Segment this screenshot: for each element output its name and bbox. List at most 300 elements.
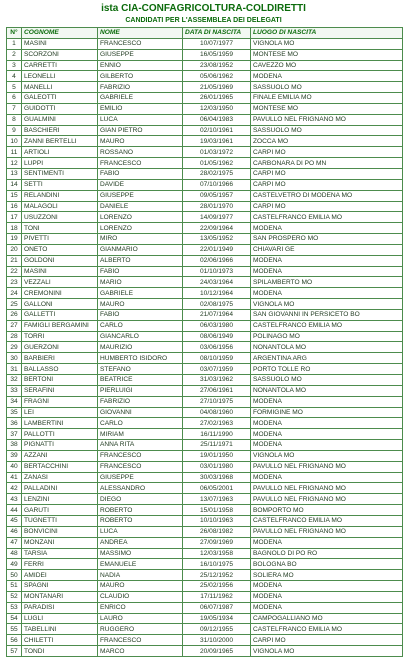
surname-cell: BARBIERI — [22, 353, 98, 364]
table-row — [7, 505, 403, 516]
table-row — [7, 602, 403, 613]
first-name-cell: LUCA — [98, 114, 183, 125]
candidates-table — [6, 27, 403, 657]
row-number: 41 — [7, 472, 22, 483]
first-name-cell: ALESSANDRO — [98, 483, 183, 494]
row-number: 12 — [7, 158, 22, 169]
birth-date-cell: 03/07/1959 — [183, 364, 251, 375]
birth-date-cell: 21/07/1964 — [183, 309, 251, 320]
table-row — [7, 168, 403, 179]
birth-date-cell: 08/06/1949 — [183, 331, 251, 342]
table-row — [7, 309, 403, 320]
birth-date-cell: 17/11/1962 — [183, 591, 251, 602]
first-name-cell: FRANCESCO — [98, 158, 183, 169]
surname-cell: BASCHIERI — [22, 125, 98, 136]
row-number: 5 — [7, 82, 22, 93]
birth-place-cell: CAMPOGALLIANO MO — [251, 613, 403, 624]
row-number: 38 — [7, 440, 22, 451]
surname-cell: CREMONINI — [22, 288, 98, 299]
birth-date-cell: 31/03/1962 — [183, 375, 251, 386]
surname-cell: GUALMINI — [22, 114, 98, 125]
table-body — [7, 38, 403, 656]
table-row — [7, 646, 403, 657]
table-row — [7, 223, 403, 234]
first-name-cell: RUGGERO — [98, 624, 183, 635]
table-row — [7, 93, 403, 104]
row-number: 4 — [7, 71, 22, 82]
row-number: 29 — [7, 342, 22, 353]
first-name-cell: ALBERTO — [98, 255, 183, 266]
first-name-cell: GABRIELE — [98, 93, 183, 104]
first-name-cell: CARLO — [98, 418, 183, 429]
table-row — [7, 570, 403, 581]
birth-place-cell: PAVULLO NEL FRIGNANO MO — [251, 526, 403, 537]
surname-cell: SETTI — [22, 179, 98, 190]
surname-cell: TORRI — [22, 331, 98, 342]
first-name-cell: FABIO — [98, 266, 183, 277]
table-row — [7, 581, 403, 592]
birth-date-cell: 13/07/1963 — [183, 494, 251, 505]
birth-place-cell: MODENA — [251, 396, 403, 407]
first-name-cell: FRANCESCO — [98, 461, 183, 472]
table-row — [7, 277, 403, 288]
surname-cell: BONVICINI — [22, 526, 98, 537]
birth-place-cell: VIGNOLA MO — [251, 299, 403, 310]
column-header-name: NOME — [98, 28, 183, 39]
birth-date-cell: 27/06/1961 — [183, 385, 251, 396]
first-name-cell: GIUSEPPE — [98, 49, 183, 60]
first-name-cell: FABRIZIO — [98, 396, 183, 407]
birth-date-cell: 02/08/1975 — [183, 299, 251, 310]
birth-place-cell: FINALE EMILIA MO — [251, 93, 403, 104]
table-row — [7, 635, 403, 646]
table-row — [7, 114, 403, 125]
first-name-cell: ROBERTO — [98, 515, 183, 526]
row-number: 56 — [7, 635, 22, 646]
table-row — [7, 49, 403, 60]
table-row — [7, 201, 403, 212]
row-number: 24 — [7, 288, 22, 299]
column-header-number: N° — [7, 28, 22, 39]
first-name-cell: GILBERTO — [98, 71, 183, 82]
birth-place-cell: CASTELVETRO DI MODENA MO — [251, 190, 403, 201]
surname-cell: MASINI — [22, 266, 98, 277]
table-row — [7, 158, 403, 169]
surname-cell: ONETO — [22, 244, 98, 255]
birth-date-cell: 10/10/1963 — [183, 515, 251, 526]
row-number: 37 — [7, 429, 22, 440]
surname-cell: AMIDEI — [22, 570, 98, 581]
row-number: 33 — [7, 385, 22, 396]
row-number: 19 — [7, 234, 22, 245]
row-number: 15 — [7, 190, 22, 201]
surname-cell: USUZZONI — [22, 212, 98, 223]
row-number: 39 — [7, 450, 22, 461]
birth-place-cell: CARPI MO — [251, 635, 403, 646]
first-name-cell: ENRICO — [98, 602, 183, 613]
table-row — [7, 103, 403, 114]
birth-place-cell: BAGNOLO DI PO RO — [251, 548, 403, 559]
table-row — [7, 440, 403, 451]
surname-cell: TONDI — [22, 646, 98, 657]
table-row — [7, 494, 403, 505]
first-name-cell: FABIO — [98, 309, 183, 320]
surname-cell: PALLOTTI — [22, 429, 98, 440]
birth-place-cell: CASTELFRANCO EMILIA MO — [251, 515, 403, 526]
row-number: 49 — [7, 559, 22, 570]
surname-cell: TABELLINI — [22, 624, 98, 635]
first-name-cell: DIEGO — [98, 494, 183, 505]
birth-place-cell: MODENA — [251, 591, 403, 602]
surname-cell: PIVETTI — [22, 234, 98, 245]
first-name-cell: MAURIZIO — [98, 342, 183, 353]
birth-place-cell: CASTELFRANCO EMILIA MO — [251, 212, 403, 223]
table-row — [7, 364, 403, 375]
first-name-cell: HUMBERTO ISIDORO — [98, 353, 183, 364]
birth-date-cell: 31/10/2000 — [183, 635, 251, 646]
birth-date-cell: 01/05/1962 — [183, 158, 251, 169]
table-row — [7, 450, 403, 461]
birth-date-cell: 01/03/1972 — [183, 147, 251, 158]
first-name-cell: ANNA RITA — [98, 440, 183, 451]
birth-date-cell: 21/05/1969 — [183, 82, 251, 93]
surname-cell: TUGNETTI — [22, 515, 98, 526]
table-row — [7, 212, 403, 223]
row-number: 13 — [7, 168, 22, 179]
first-name-cell: MARIO — [98, 277, 183, 288]
table-row — [7, 320, 403, 331]
first-name-cell: LORENZO — [98, 212, 183, 223]
birth-date-cell: 24/03/1964 — [183, 277, 251, 288]
birth-date-cell: 27/02/1963 — [183, 418, 251, 429]
row-number: 44 — [7, 505, 22, 516]
first-name-cell: FRANCESCO — [98, 635, 183, 646]
surname-cell: MANELLI — [22, 82, 98, 93]
table-row — [7, 526, 403, 537]
birth-place-cell: SAN GIOVANNI IN PERSICETO BO — [251, 309, 403, 320]
birth-date-cell: 05/06/1962 — [183, 71, 251, 82]
table-row — [7, 396, 403, 407]
birth-place-cell: SOLIERA MO — [251, 570, 403, 581]
first-name-cell: BEATRICE — [98, 375, 183, 386]
row-number: 34 — [7, 396, 22, 407]
surname-cell: AZZANI — [22, 450, 98, 461]
first-name-cell: GIUSEPPE — [98, 472, 183, 483]
table-row — [7, 71, 403, 82]
first-name-cell: STEFANO — [98, 364, 183, 375]
surname-cell: MASINI — [22, 38, 98, 49]
first-name-cell: MAURO — [98, 581, 183, 592]
column-header-birth-date: DATA DI NASCITA — [183, 28, 251, 39]
row-number: 18 — [7, 223, 22, 234]
birth-place-cell: MODENA — [251, 255, 403, 266]
first-name-cell: FABRIZIO — [98, 82, 183, 93]
table-row — [7, 375, 403, 386]
birth-place-cell: CAVEZZO MO — [251, 60, 403, 71]
birth-date-cell: 15/01/1958 — [183, 505, 251, 516]
birth-place-cell: CARBONARA DI PO MN — [251, 158, 403, 169]
birth-place-cell: FORMIGINE MO — [251, 407, 403, 418]
table-row — [7, 38, 403, 49]
surname-cell: ZANASI — [22, 472, 98, 483]
birth-date-cell: 07/10/1966 — [183, 179, 251, 190]
birth-date-cell: 16/11/1990 — [183, 429, 251, 440]
row-number: 32 — [7, 375, 22, 386]
first-name-cell: GABRIELE — [98, 288, 183, 299]
table-row — [7, 407, 403, 418]
row-number: 1 — [7, 38, 22, 49]
row-number: 50 — [7, 570, 22, 581]
surname-cell: FAMIGLI BERGAMINI — [22, 320, 98, 331]
row-number: 25 — [7, 299, 22, 310]
row-number: 28 — [7, 331, 22, 342]
birth-place-cell: MODENA — [251, 602, 403, 613]
birth-date-cell: 25/12/1952 — [183, 570, 251, 581]
first-name-cell: LORENZO — [98, 223, 183, 234]
first-name-cell: MIRO — [98, 234, 183, 245]
birth-date-cell: 30/03/1968 — [183, 472, 251, 483]
birth-place-cell: MODENA — [251, 266, 403, 277]
table-row — [7, 461, 403, 472]
row-number: 43 — [7, 494, 22, 505]
surname-cell: FRAGNI — [22, 396, 98, 407]
surname-cell: SCORZONI — [22, 49, 98, 60]
table-row — [7, 299, 403, 310]
row-number: 3 — [7, 60, 22, 71]
surname-cell: GUIDOTTI — [22, 103, 98, 114]
row-number: 52 — [7, 591, 22, 602]
row-number: 6 — [7, 93, 22, 104]
table-row — [7, 266, 403, 277]
birth-place-cell: CARPI MO — [251, 168, 403, 179]
surname-cell: CHILETTI — [22, 635, 98, 646]
birth-place-cell: CASTELFRANCO EMILIA MO — [251, 624, 403, 635]
surname-cell: BERTONI — [22, 375, 98, 386]
row-number: 40 — [7, 461, 22, 472]
birth-date-cell: 20/09/1965 — [183, 646, 251, 657]
birth-date-cell: 26/08/1982 — [183, 526, 251, 537]
birth-date-cell: 03/01/1980 — [183, 461, 251, 472]
surname-cell: ARTIOLI — [22, 147, 98, 158]
birth-place-cell: PORTO TOLLE RO — [251, 364, 403, 375]
row-number: 21 — [7, 255, 22, 266]
surname-cell: CARRETTI — [22, 60, 98, 71]
column-header-birth-place: LUOGO DI NASCITA — [251, 28, 403, 39]
surname-cell: BALLASSO — [22, 364, 98, 375]
surname-cell: TARSIA — [22, 548, 98, 559]
surname-cell: MONTANARI — [22, 591, 98, 602]
row-number: 35 — [7, 407, 22, 418]
first-name-cell: GIANCARLO — [98, 331, 183, 342]
birth-place-cell: SASSUOLO MO — [251, 375, 403, 386]
birth-date-cell: 04/08/1960 — [183, 407, 251, 418]
table-row — [7, 483, 403, 494]
first-name-cell: PIERLUIGI — [98, 385, 183, 396]
first-name-cell: EMANUELE — [98, 559, 183, 570]
row-number: 9 — [7, 125, 22, 136]
surname-cell: RELANDINI — [22, 190, 98, 201]
row-number: 53 — [7, 602, 22, 613]
birth-place-cell: MODENA — [251, 223, 403, 234]
birth-place-cell: MONTESE MO — [251, 49, 403, 60]
birth-place-cell: MODENA — [251, 472, 403, 483]
surname-cell: GALEOTTI — [22, 93, 98, 104]
first-name-cell: GIANMARIO — [98, 244, 183, 255]
surname-cell: PALLADINI — [22, 483, 98, 494]
birth-date-cell: 22/01/1949 — [183, 244, 251, 255]
row-number: 2 — [7, 49, 22, 60]
surname-cell: GOLDONI — [22, 255, 98, 266]
first-name-cell: DANIELE — [98, 201, 183, 212]
row-number: 54 — [7, 613, 22, 624]
birth-place-cell: CASTELFRANCO EMILIA MO — [251, 320, 403, 331]
birth-place-cell: PAVULLO NEL FRIGNANO MO — [251, 494, 403, 505]
birth-date-cell: 02/10/1961 — [183, 125, 251, 136]
row-number: 17 — [7, 212, 22, 223]
birth-date-cell: 13/05/1952 — [183, 234, 251, 245]
table-row — [7, 60, 403, 71]
birth-date-cell: 01/10/1973 — [183, 266, 251, 277]
row-number: 51 — [7, 581, 22, 592]
table-row — [7, 429, 403, 440]
birth-date-cell: 06/04/1983 — [183, 114, 251, 125]
row-number: 55 — [7, 624, 22, 635]
birth-date-cell: 28/02/1975 — [183, 168, 251, 179]
birth-place-cell: ZOCCA MO — [251, 136, 403, 147]
table-row — [7, 136, 403, 147]
table-row — [7, 342, 403, 353]
birth-date-cell: 08/10/1959 — [183, 353, 251, 364]
birth-date-cell: 16/10/1975 — [183, 559, 251, 570]
table-header-row — [7, 28, 403, 39]
table-row — [7, 288, 403, 299]
birth-place-cell: VIGNOLA MO — [251, 38, 403, 49]
surname-cell: ZANNI BERTELLI — [22, 136, 98, 147]
birth-place-cell: SAN PROSPERO MO — [251, 234, 403, 245]
surname-cell: TONI — [22, 223, 98, 234]
birth-place-cell: VIGNOLA MO — [251, 450, 403, 461]
row-number: 16 — [7, 201, 22, 212]
birth-date-cell: 06/03/1980 — [183, 320, 251, 331]
birth-place-cell: MODENA — [251, 440, 403, 451]
birth-date-cell: 06/05/2001 — [183, 483, 251, 494]
birth-place-cell: BOMPORTO MO — [251, 505, 403, 516]
surname-cell: VEZZALI — [22, 277, 98, 288]
table-row — [7, 179, 403, 190]
first-name-cell: GIAN PIETRO — [98, 125, 183, 136]
row-number: 7 — [7, 103, 22, 114]
surname-cell: BERTACCHINI — [22, 461, 98, 472]
birth-place-cell: SASSUOLO MO — [251, 82, 403, 93]
row-number: 36 — [7, 418, 22, 429]
row-number: 10 — [7, 136, 22, 147]
table-row — [7, 190, 403, 201]
row-number: 8 — [7, 114, 22, 125]
birth-place-cell: SASSUOLO MO — [251, 125, 403, 136]
table-row — [7, 624, 403, 635]
table-row — [7, 353, 403, 364]
first-name-cell: ENNIO — [98, 60, 183, 71]
table-row — [7, 234, 403, 245]
surname-cell: SPAGNI — [22, 581, 98, 592]
birth-date-cell: 26/01/1965 — [183, 93, 251, 104]
birth-place-cell: NONANTOLA MO — [251, 385, 403, 396]
table-row — [7, 515, 403, 526]
birth-date-cell: 27/09/1969 — [183, 537, 251, 548]
birth-date-cell: 16/05/1959 — [183, 49, 251, 60]
first-name-cell: MAURO — [98, 136, 183, 147]
birth-date-cell: 03/06/1956 — [183, 342, 251, 353]
birth-place-cell: MODENA — [251, 288, 403, 299]
table-row — [7, 125, 403, 136]
row-number: 22 — [7, 266, 22, 277]
birth-place-cell: MODENA — [251, 429, 403, 440]
surname-cell: LUPPI — [22, 158, 98, 169]
birth-place-cell: MONTESE MO — [251, 103, 403, 114]
first-name-cell: EMILIO — [98, 103, 183, 114]
row-number: 31 — [7, 364, 22, 375]
surname-cell: SENTIMENTI — [22, 168, 98, 179]
first-name-cell: MARCO — [98, 646, 183, 657]
birth-date-cell: 19/03/1961 — [183, 136, 251, 147]
birth-date-cell: 14/09/1977 — [183, 212, 251, 223]
birth-place-cell: PAVULLO NEL FRIGNANO MO — [251, 483, 403, 494]
first-name-cell: GIUSEPPE — [98, 190, 183, 201]
table-row — [7, 255, 403, 266]
first-name-cell: FABIO — [98, 168, 183, 179]
row-number: 30 — [7, 353, 22, 364]
table-row — [7, 418, 403, 429]
birth-date-cell: 25/02/1956 — [183, 581, 251, 592]
first-name-cell: FRANCESCO — [98, 450, 183, 461]
list-title: ista CIA-CONFAGRICOLTURA-COLDIRETTI — [101, 3, 306, 14]
table-row — [7, 385, 403, 396]
row-number: 27 — [7, 320, 22, 331]
row-number: 42 — [7, 483, 22, 494]
birth-place-cell: SPILAMBERTO MO — [251, 277, 403, 288]
first-name-cell: CLAUDIO — [98, 591, 183, 602]
birth-date-cell: 19/01/1950 — [183, 450, 251, 461]
first-name-cell: FRANCESCO — [98, 38, 183, 49]
surname-cell: LEONELLI — [22, 71, 98, 82]
table-row — [7, 472, 403, 483]
table-row — [7, 147, 403, 158]
first-name-cell: NADIA — [98, 570, 183, 581]
birth-place-cell: MODENA — [251, 418, 403, 429]
birth-date-cell: 22/09/1964 — [183, 223, 251, 234]
list-subtitle: CANDIDATI PER L'ASSEMBLEA DEI DELEGATI — [125, 17, 282, 24]
birth-place-cell: CHIAVARI GE — [251, 244, 403, 255]
birth-date-cell: 12/03/1950 — [183, 103, 251, 114]
table-row — [7, 613, 403, 624]
first-name-cell: MASSIMO — [98, 548, 183, 559]
birth-place-cell: ARGENTINA ARG — [251, 353, 403, 364]
birth-place-cell: CARPI MO — [251, 179, 403, 190]
row-number: 20 — [7, 244, 22, 255]
birth-place-cell: BOLOGNA BO — [251, 559, 403, 570]
table-row — [7, 559, 403, 570]
surname-cell: MONZANI — [22, 537, 98, 548]
birth-date-cell: 02/06/1966 — [183, 255, 251, 266]
row-number: 23 — [7, 277, 22, 288]
birth-place-cell: MODENA — [251, 537, 403, 548]
birth-date-cell: 27/10/1975 — [183, 396, 251, 407]
first-name-cell: ANDREA — [98, 537, 183, 548]
surname-cell: PIGNATTI — [22, 440, 98, 451]
first-name-cell: MIRIAM — [98, 429, 183, 440]
first-name-cell: MAURO — [98, 299, 183, 310]
surname-cell: GARUTI — [22, 505, 98, 516]
